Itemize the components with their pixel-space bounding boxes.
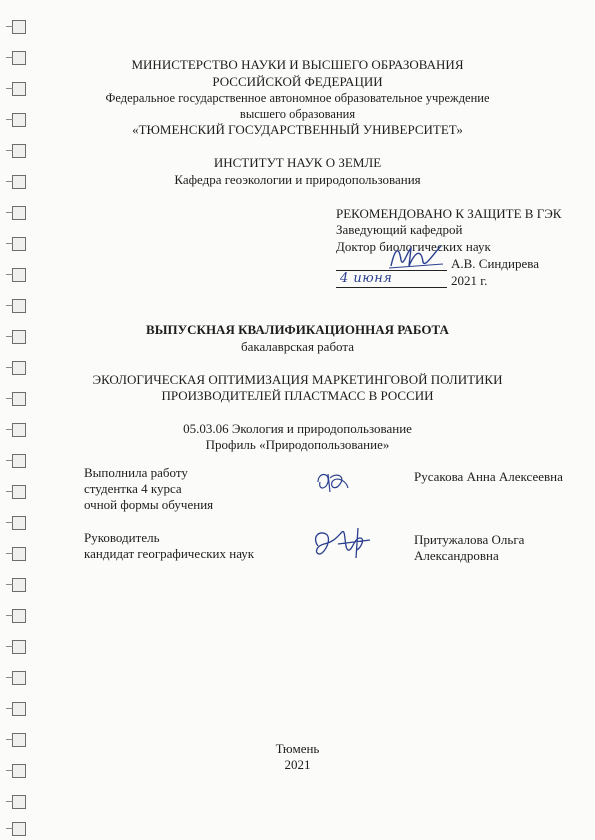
topic-line-1: ЭКОЛОГИЧЕСКАЯ ОПТИМИЗАЦИЯ МАРКЕТИНГОВОЙ ПОЛИТИКИ [92,372,503,387]
binding-hole [12,20,26,34]
institution-type-line-1: Федеральное государственное автономное образовательное учреждение [105,91,490,105]
student-label-1: Выполнила работу [84,465,188,480]
binding-hole [12,822,26,836]
city: Тюмень [275,741,320,756]
binding-hole [12,671,26,685]
binding-hole [12,640,26,654]
binding-hole [12,609,26,623]
binding-hole [12,299,26,313]
university-name: «ТЮМЕНСКИЙ ГОСУДАРСТВЕННЫЙ УНИВЕРСИТЕТ» [132,122,463,137]
year: 2021 [284,757,311,772]
department-name: Кафедра геоэкологии и природопользования [174,172,421,187]
date-line [336,287,447,288]
approval-position: Заведующий кафедрой [336,222,463,237]
institute-name: ИНСТИТУТ НАУК О ЗЕМЛЕ [213,155,382,170]
binding-hole [12,516,26,530]
approval-title: РЕКОМЕНДОВАНО К ЗАЩИТЕ В ГЭК [336,206,562,221]
student-label-3: очной формы обучения [84,497,214,512]
ministry-line-1: МИНИСТЕРСТВО НАУКИ И ВЫСШЕГО ОБРАЗОВАНИЯ [131,57,464,72]
binding-hole [12,795,26,809]
approval-degree: Доктор биологических наук [336,239,491,254]
binding-hole [12,702,26,716]
supervisor-label-1: Руководитель [84,530,160,545]
binding-hole [12,485,26,499]
approval-name: А.В. Синдирева [451,256,539,271]
binding-hole [12,578,26,592]
supervisor-label-2: кандидат географических наук [84,546,255,561]
binding-hole [12,454,26,468]
binding-hole [12,268,26,282]
supervisor-signature [308,524,374,564]
student-signature [312,468,352,496]
approval-year: 2021 г. [451,273,488,288]
work-type-title: ВЫПУСКНАЯ КВАЛИФИКАЦИОННАЯ РАБОТА [146,322,449,337]
binding-hole [12,547,26,561]
supervisor-name-1: Притужалова Ольга [414,532,525,547]
institution-type-line-2: высшего образования [239,107,356,121]
work-level: бакалаврская работа [241,339,354,354]
supervisor-name-2: Александровна [414,548,499,563]
binding-hole [12,206,26,220]
handwritten-date: 4 июня [340,271,393,286]
student-name: Русакова Анна Алексеевна [414,469,563,484]
binding-hole [12,237,26,251]
profile: Профиль «Природопользование» [205,437,390,452]
head-signature [385,242,445,272]
student-label-2: студентка 4 курса [84,481,182,496]
ministry-line-2: РОССИЙСКОЙ ФЕДЕРАЦИИ [212,74,383,89]
topic-line-2: ПРОИЗВОДИТЕЛЕЙ ПЛАСТМАСС В РОССИИ [161,388,434,403]
specialty: 05.03.06 Экология и природопользование [183,421,412,436]
